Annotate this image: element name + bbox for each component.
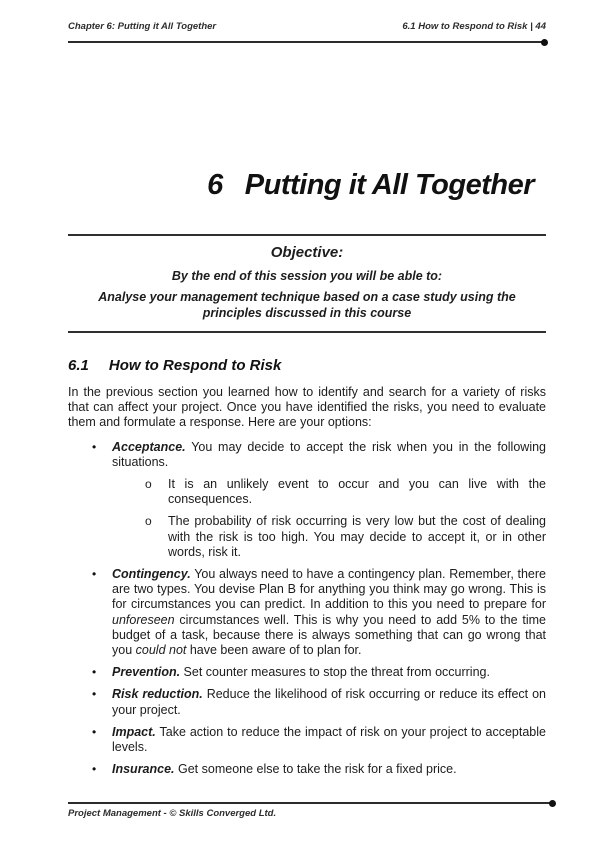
rule-end-dot-icon	[541, 39, 548, 46]
bullet-term: Contingency.	[112, 567, 191, 582]
bullet-icon: •	[92, 665, 97, 680]
bullet-term: Impact.	[112, 724, 156, 739]
bullet-text	[112, 687, 546, 717]
footer-rule	[68, 802, 554, 804]
header-section-label	[402, 21, 546, 32]
section-number: 6.1	[68, 357, 89, 374]
list-item-prevention	[68, 665, 546, 680]
sub-bullet-text: It is an unlikely event to occur and you can live with the consequences.	[168, 477, 546, 507]
bullet-list	[68, 440, 546, 778]
bullet-icon: •	[92, 567, 97, 582]
bullet-text	[112, 567, 546, 658]
list-item-contingency	[68, 567, 546, 658]
sub-list-item	[68, 477, 546, 507]
header-section-text: 6.1 How to Respond to Risk	[402, 21, 528, 32]
section-title: How to Respond to Risk	[108, 357, 282, 374]
bullet-text	[112, 725, 546, 755]
bullet-body: Get someone else to take the risk for a fixed price.	[174, 762, 457, 777]
header-separator: |	[530, 21, 533, 32]
chapter-title	[68, 169, 546, 202]
bullet-icon: •	[92, 687, 97, 702]
objective-heading: Objective:	[270, 244, 344, 261]
sub-bullet-icon: o	[145, 514, 152, 529]
bullet-icon: •	[92, 439, 97, 454]
bullet-body: circumstances well. This is why you need to add 5% to the time budget of a task, because there is always something that can go wrong that you	[112, 612, 546, 658]
chapter-title-text: Putting it All Together	[244, 169, 534, 201]
bullet-body: have been aware of to plan for.	[186, 643, 362, 658]
list-item-acceptance	[68, 440, 546, 470]
page-header	[68, 0, 546, 32]
bullet-icon: •	[92, 762, 97, 777]
objective-lead: By the end of this session you will be able to:	[171, 269, 443, 283]
sub-bullet-icon: o	[145, 477, 152, 492]
header-rule	[68, 41, 546, 43]
page-footer	[68, 793, 554, 819]
list-item-impact	[68, 725, 546, 755]
bullet-body: Take action to reduce the impact of risk on your project to acceptable levels.	[112, 724, 546, 755]
section-heading	[68, 357, 546, 374]
objective-box	[68, 234, 546, 333]
header-page-number: 44	[535, 21, 546, 32]
bullet-body: You always need to have a contingency plan. Remember, there are two types. You devise Plan B for anything you think may go wrong. This is for circumstances you can predict. In addition to this you need to prepare for	[112, 567, 546, 612]
chapter-number: 6	[207, 169, 223, 201]
footer-text: Project Management - © Skills Converged Ltd.	[68, 808, 277, 819]
objective-body: Analyse your management technique based on a case study using the principles discussed in this course	[98, 290, 516, 320]
sub-list-item	[68, 514, 546, 560]
bullet-term: Insurance.	[112, 762, 175, 777]
intro-paragraph: In the previous section you learned how to identify and search for a variety of risks that can affect your project. Once you have identified the risks, you need to evaluate them and formulate a response. Here are your options:	[68, 385, 546, 430]
sub-bullet-text: The probability of risk occurring is very low but the cost of dealing with the risk is too high. You may decide to accept it, or in other words, risk it.	[168, 514, 546, 559]
bullet-body-italic: unforeseen	[112, 612, 175, 627]
bullet-body: You may decide to accept the risk when you in the following situations.	[112, 439, 546, 469]
bullet-body: Set counter measures to stop the threat from occurring.	[180, 665, 490, 680]
bullet-text	[112, 762, 546, 777]
rule-end-dot-icon	[549, 800, 556, 807]
bullet-body: Reduce the likelihood of risk occurring or reduce its effect on your project.	[112, 687, 546, 717]
bullet-icon: •	[92, 724, 97, 739]
list-item-risk-reduction	[68, 687, 546, 717]
bullet-text	[112, 440, 546, 470]
bullet-body-italic: could not	[135, 643, 187, 658]
list-item-insurance	[68, 762, 546, 777]
bullet-term: Acceptance.	[112, 439, 186, 454]
bullet-text	[112, 665, 546, 680]
bullet-term: Prevention.	[112, 665, 181, 680]
header-chapter-label: Chapter 6: Putting it All Together	[68, 21, 217, 32]
bullet-term: Risk reduction.	[112, 687, 203, 702]
